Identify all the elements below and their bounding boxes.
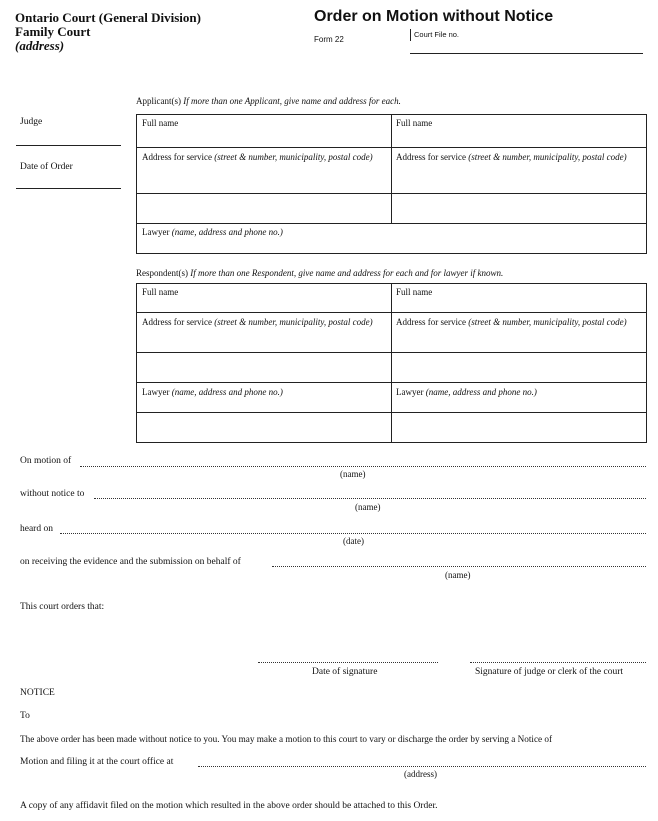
- court-file-underline: [410, 53, 643, 54]
- on-motion-of-field[interactable]: [80, 454, 646, 466]
- applicant-2-address-label: Address for service (street & number, municipality, postal code): [396, 152, 627, 162]
- court-address-placeholder: (address): [15, 38, 65, 53]
- judge-underline: [16, 145, 121, 146]
- respondents-heading: Respondent(s) If more than one Respondent, give name and address for each and for lawyer if known.: [136, 268, 504, 278]
- heard-on-field[interactable]: [60, 521, 646, 533]
- respondent-1-address-field[interactable]: [140, 355, 388, 379]
- respondent-2-lawyer-field[interactable]: [395, 415, 643, 440]
- respondent-1-name-field[interactable]: [140, 297, 388, 311]
- heard-on-label: heard on: [20, 524, 53, 534]
- notice-to-label: To: [20, 711, 30, 721]
- applicant-1-address-extra-field[interactable]: [140, 196, 388, 220]
- form-title: Order on Motion without Notice: [314, 8, 554, 25]
- on-motion-of-label: On motion of: [20, 456, 72, 466]
- respondents-col-divider: [391, 283, 392, 443]
- respondent-1-address-label: Address for service (street & number, municipality, postal code): [142, 317, 373, 327]
- applicant-2-full-name-label: Full name: [396, 118, 433, 128]
- applicant-2-address-extra-field[interactable]: [395, 196, 643, 220]
- without-notice-to-field[interactable]: [94, 486, 646, 498]
- respondent-1-lawyer-label: Lawyer (name, address and phone no.): [142, 387, 283, 397]
- date-caption: (date): [343, 536, 364, 546]
- respondent-2-address-label: Address for service (street & number, municipality, postal code): [396, 317, 627, 327]
- form-number: Form 22: [314, 35, 344, 44]
- respondent-2-lawyer-label: Lawyer (name, address and phone no.): [396, 387, 537, 397]
- name-caption-1: (name): [340, 469, 366, 479]
- without-notice-to-label: without notice to: [20, 489, 85, 499]
- notice-heading: NOTICE: [20, 688, 55, 698]
- judge-signature-line: [470, 662, 646, 663]
- date-of-order-field[interactable]: [16, 174, 120, 188]
- name-caption-3: (name): [445, 570, 471, 580]
- applicant-lawyer-field[interactable]: [140, 238, 643, 252]
- court-office-address-field[interactable]: [198, 754, 646, 766]
- court-orders-field[interactable]: [20, 616, 646, 656]
- notice-to-field[interactable]: [40, 708, 340, 720]
- respondent-2-name-field[interactable]: [395, 297, 643, 311]
- court-name: Ontario Court (General Division): [15, 10, 201, 25]
- judge-label: Judge: [20, 117, 43, 127]
- on-behalf-of-field[interactable]: [272, 554, 646, 566]
- respondent-2-address-field[interactable]: [395, 355, 643, 379]
- affidavit-footer-note: A copy of any affidavit filed on the motion which resulted in the above order should be attached to this Order.: [20, 801, 438, 811]
- respondent-2-full-name-label: Full name: [396, 287, 433, 297]
- applicant-1-full-name-label: Full name: [142, 118, 179, 128]
- applicant-2-name-field[interactable]: [395, 130, 643, 145]
- respondent-1-lawyer-field[interactable]: [140, 415, 388, 440]
- respondent-1-full-name-label: Full name: [142, 287, 179, 297]
- applicant-lawyer-label: Lawyer (name, address and phone no.): [142, 227, 283, 237]
- notice-text-line1: The above order has been made without notice to you. You may make a motion to this court to vary or discharge the order by serving a Notice of: [20, 734, 553, 744]
- name-caption-2: (name): [355, 502, 381, 512]
- court-file-divider: [410, 29, 411, 41]
- court-file-number-field[interactable]: [475, 30, 640, 50]
- court-file-label: Court File no.: [414, 30, 460, 39]
- address-caption: (address): [404, 769, 437, 779]
- applicant-1-address-field[interactable]: [140, 175, 388, 190]
- judge-field[interactable]: [16, 130, 120, 144]
- notice-text-line2: Motion and filing it at the court office at: [20, 757, 174, 767]
- applicant-2-address-field[interactable]: [395, 175, 643, 190]
- on-receiving-evidence-label: on receiving the evidence and the submission on behalf of: [20, 557, 241, 567]
- applicant-1-address-label: Address for service (street & number, municipality, postal code): [142, 152, 373, 162]
- date-of-signature-caption: Date of signature: [312, 667, 378, 677]
- date-of-order-label: Date of Order: [20, 162, 73, 172]
- applicants-heading: Applicant(s) If more than one Applicant, give name and address for each.: [136, 96, 401, 106]
- date-of-signature-line: [258, 662, 438, 663]
- applicants-col-divider: [391, 114, 392, 223]
- date-of-order-underline: [16, 188, 121, 189]
- court-orders-label: This court orders that:: [20, 602, 105, 612]
- court-branch: Family Court: [15, 24, 91, 39]
- applicant-1-name-field[interactable]: [140, 130, 388, 145]
- judge-signature-caption: Signature of judge or clerk of the court: [475, 667, 623, 677]
